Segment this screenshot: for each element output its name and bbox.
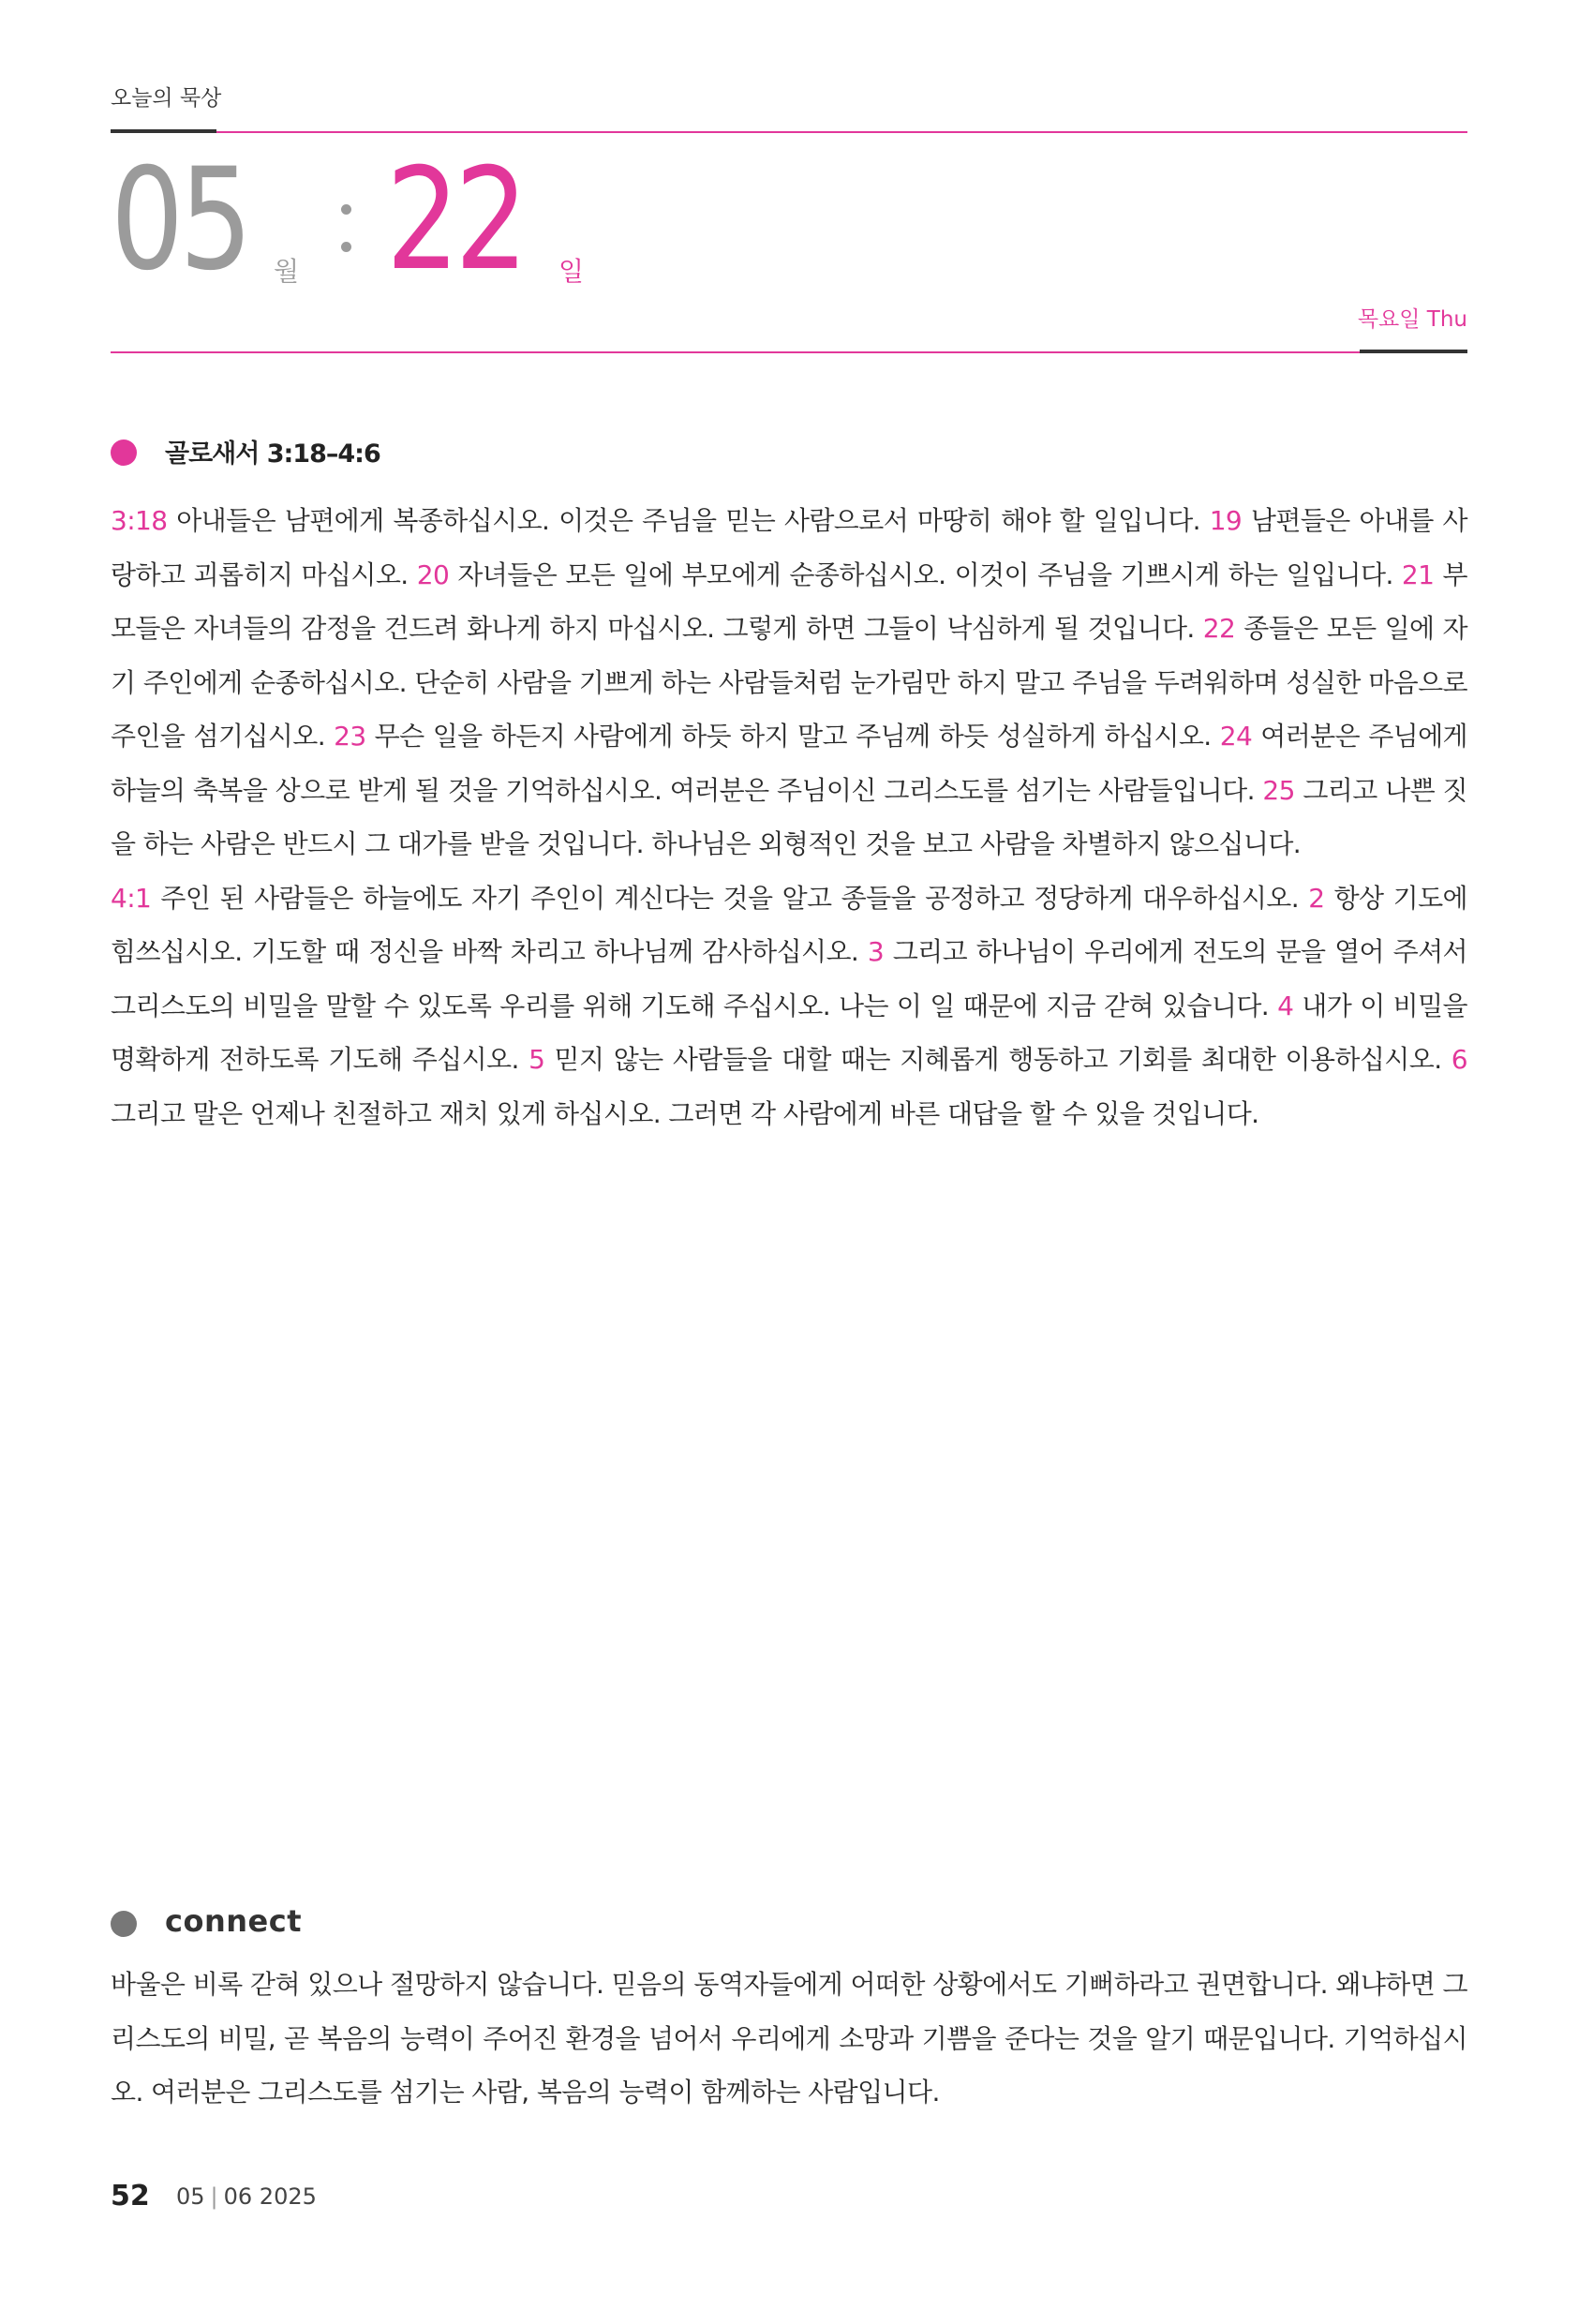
verse-text: 아내들은 남편에게 복종하십시오. 이것은 주님을 믿는 사람으로서 마땅히 해야 할 일입니다. [167, 505, 1210, 536]
verse-text: 믿지 않는 사람들을 대할 때는 지혜롭게 행동하고 기회를 최대한 이용하십시오. [544, 1044, 1451, 1075]
verse-number: 20 [416, 559, 450, 590]
passage-bullet-icon [111, 439, 137, 466]
verse-number: 5 [528, 1044, 545, 1075]
weekday: 목요일 Thu [1357, 307, 1467, 332]
verse-text: 부모들은 자녀들의 감정을 건드려 화나게 하지 마십시오. 그렇게 하면 그들이 낙심하게 될 것입니다. [111, 559, 1467, 644]
colon-dot-top [341, 204, 351, 215]
verse-text: 여러분은 주님에게 하늘의 축복을 상으로 받게 될 것을 기억하십시오. 여러분은 주님이신 그리스도를 섬기는 사람들입니다. [111, 721, 1467, 806]
header-underline [111, 129, 216, 133]
day-unit: 일 [558, 256, 585, 287]
connect-bullet-icon [111, 1911, 137, 1937]
issue-month: 05 [176, 2183, 205, 2210]
verse-text: 내가 이 비밀을 명확하게 전하도록 기도해 주십시오. [111, 990, 1468, 1075]
verse-number: 2 [1308, 882, 1325, 914]
verse-text: 그리고 말은 언제나 친절하고 재치 있게 하십시오. 그러면 각 사람에게 바른 대답을 할 수 있을 것입니다. [111, 1097, 1259, 1129]
scripture-paragraph [111, 872, 1467, 1141]
verse-number: 24 [1219, 721, 1253, 752]
date-underline [1360, 350, 1467, 353]
verse-number: 22 [1202, 613, 1236, 644]
verse-number: 25 [1262, 774, 1295, 806]
verse-text: 그리고 나쁜 짓을 하는 사람은 반드시 그 대가를 받을 것입니다. 하나님은 외형적인 것을 보고 사람을 차별하지 않으십니다. [111, 774, 1468, 859]
verse-text: 주인 된 사람들은 하늘에도 자기 주인이 계신다는 것을 알고 종들을 공정하고 정당하게 대우하십시오. [151, 882, 1309, 914]
verse-number: 3 [867, 936, 885, 967]
verse-number: 4:1 [111, 882, 152, 914]
passage-reference: 골로새서 3:18–4:6 [165, 439, 380, 469]
verse-text: 항상 기도에 힘쓰십시오. 기도할 때 정신을 바짝 차리고 하나님께 감사하십시오. [111, 882, 1468, 967]
month-unit: 월 [274, 256, 300, 287]
issue-year: 06 2025 [223, 2183, 317, 2210]
verse-number: 21 [1401, 559, 1435, 590]
scripture-text [111, 494, 1467, 1140]
verse-number: 19 [1209, 505, 1243, 536]
verse-text: 종들은 모든 일에 자기 주인에게 순종하십시오. 단순히 사람을 기쁘게 하는 사람들처럼 눈가림만 하지 말고 주님을 두려워하며 성실한 마음으로 주인을 섬기십시오. [111, 613, 1467, 752]
connect-title: connect [165, 1903, 302, 1939]
verse-text: 남편들은 아내를 사랑하고 괴롭히지 마십시오. [111, 505, 1467, 590]
colon-dot-bottom [341, 242, 351, 252]
header-rule [216, 131, 1467, 133]
verse-text: 무슨 일을 하든지 사람에게 하듯 하지 말고 주님께 하듯 성실하게 하십시오. [365, 721, 1220, 752]
verse-number: 4 [1277, 990, 1294, 1021]
header-label: 오늘의 묵상 [111, 86, 222, 111]
issue-separator: | [210, 2183, 218, 2210]
verse-text: 자녀들은 모든 일에 부모에게 순종하십시오. 이것이 주님을 기쁘시게 하는 일입니다. [449, 559, 1402, 590]
page-number: 52 [111, 2180, 150, 2212]
verse-number: 23 [334, 721, 366, 752]
verse-text: 그리고 하나님이 우리에게 전도의 문을 열어 주셔서 그리스도의 비밀을 말할 수 있도록 우리를 위해 기도해 주십시오. 나는 이 일 때문에 지금 갇혀 있습니다. [111, 936, 1467, 1021]
month-number: 05 [111, 139, 248, 302]
date-rule [111, 351, 1360, 353]
issue-info [176, 2183, 317, 2210]
scripture-paragraph [111, 494, 1467, 872]
verse-number: 3:18 [111, 505, 168, 536]
day-number: 22 [386, 139, 524, 302]
verse-number: 6 [1451, 1044, 1467, 1075]
connect-text: 바울은 비록 갇혀 있으나 절망하지 않습니다. 믿음의 동역자들에게 어떠한 상황에서도 기뻐하라고 권면합니다. 왜냐하면 그리스도의 비밀, 곧 복음의 능력이 주어진 환경을 넘어서 우리에게 소망과 기쁨을 준다는 것을 알기 때문입니다. 기억하십시오. 여러분은 그리스도를 섬기는 사람, 복음의 능력이 함께하는 사람입니다. [111, 1969, 1467, 2108]
